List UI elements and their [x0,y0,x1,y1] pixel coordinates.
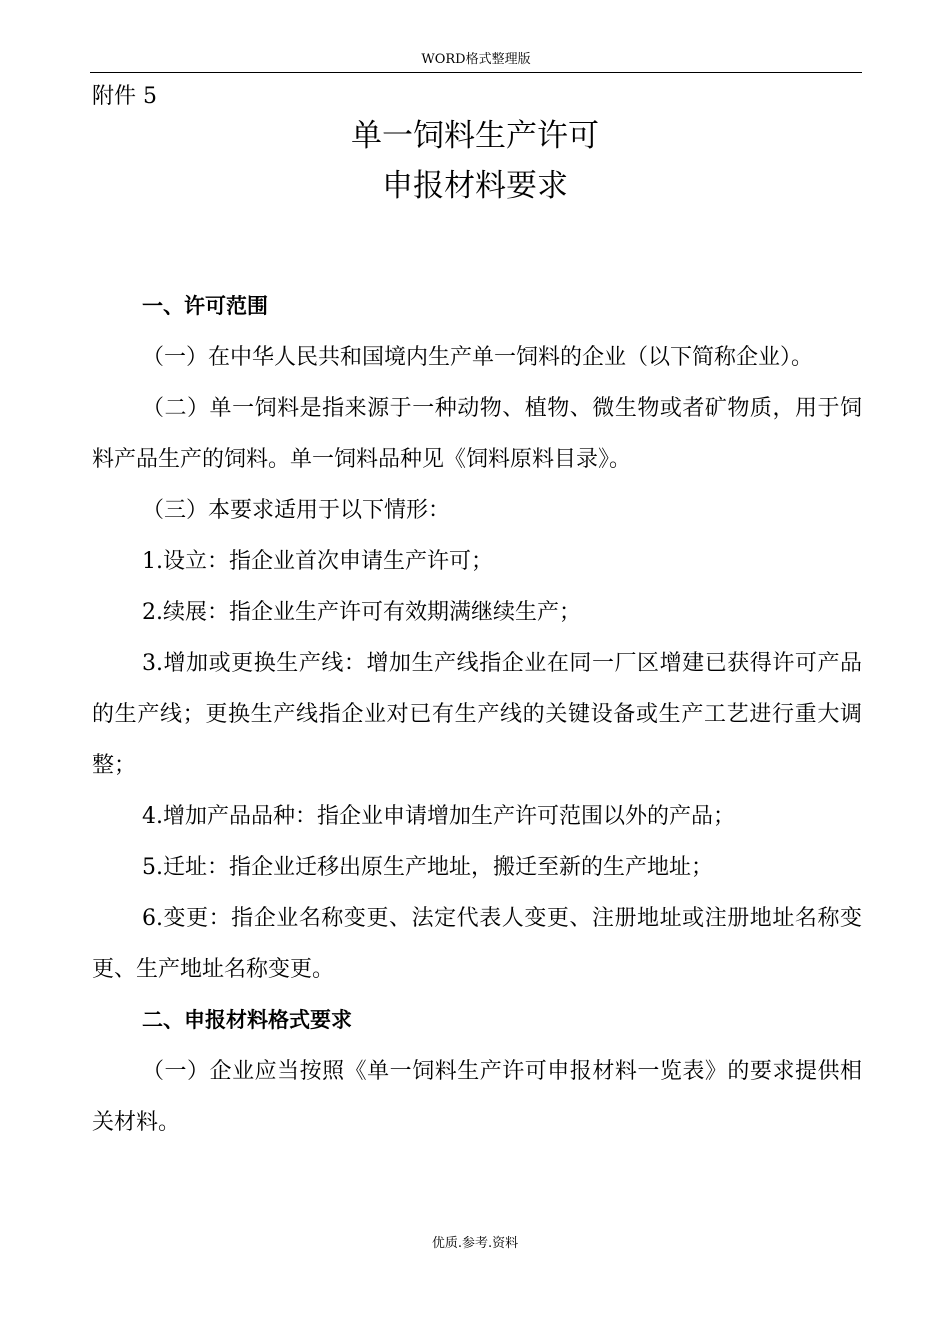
page-header: WORD格式整理版 [90,50,862,73]
attachment-label: 附件 5 [92,84,157,109]
list-item: 5.迁址：指企业迁移出原生产地址，搬迁至新的生产地址； [142,855,713,880]
section2-heading: 二、申报材料格式要求 [142,1008,352,1032]
section1-heading: 一、许可范围 [142,294,268,318]
section1-para3: （三）本要求适用于以下情形： [142,498,451,523]
page-footer: 优质.参考.资料 [431,1236,519,1251]
list-item: 4.增加产品品种：指企业申请增加生产许可范围以外的产品； [142,804,735,829]
list-item: 3.增加或更换生产线：增加生产线指企业在同一厂区增建已获得许可产品的生产线；更换生产线指企业对已有生产线的关键设备或生产工艺进行重大调整； [92,651,862,778]
list-item: 6.变更：指企业名称变更、法定代表人变更、注册地址或注册地址名称变更、生产地址名称变更。 [92,906,862,982]
document-title-line2: 申报材料要求 [382,168,568,204]
section1-para1: （一）在中华人民共和国境内生产单一饲料的企业（以下简称企业）。 [142,345,814,370]
document-body [92,281,862,1148]
list-item: 1.设立：指企业首次申请生产许可； [142,549,493,574]
section1-para2: （二）单一饲料是指来源于一种动物、植物、微生物或者矿物质，用于饲料产品生产的饲料。单一饲料品种见《饲料原料目录》。 [92,396,862,472]
document-title-line1: 单一饲料生产许可 [351,118,599,154]
list-item: 2.续展：指企业生产许可有效期满继续生产； [142,600,581,625]
section2-para1: （一）企业应当按照《单一饲料生产许可申报材料一览表》的要求提供相关材料。 [92,1059,862,1135]
